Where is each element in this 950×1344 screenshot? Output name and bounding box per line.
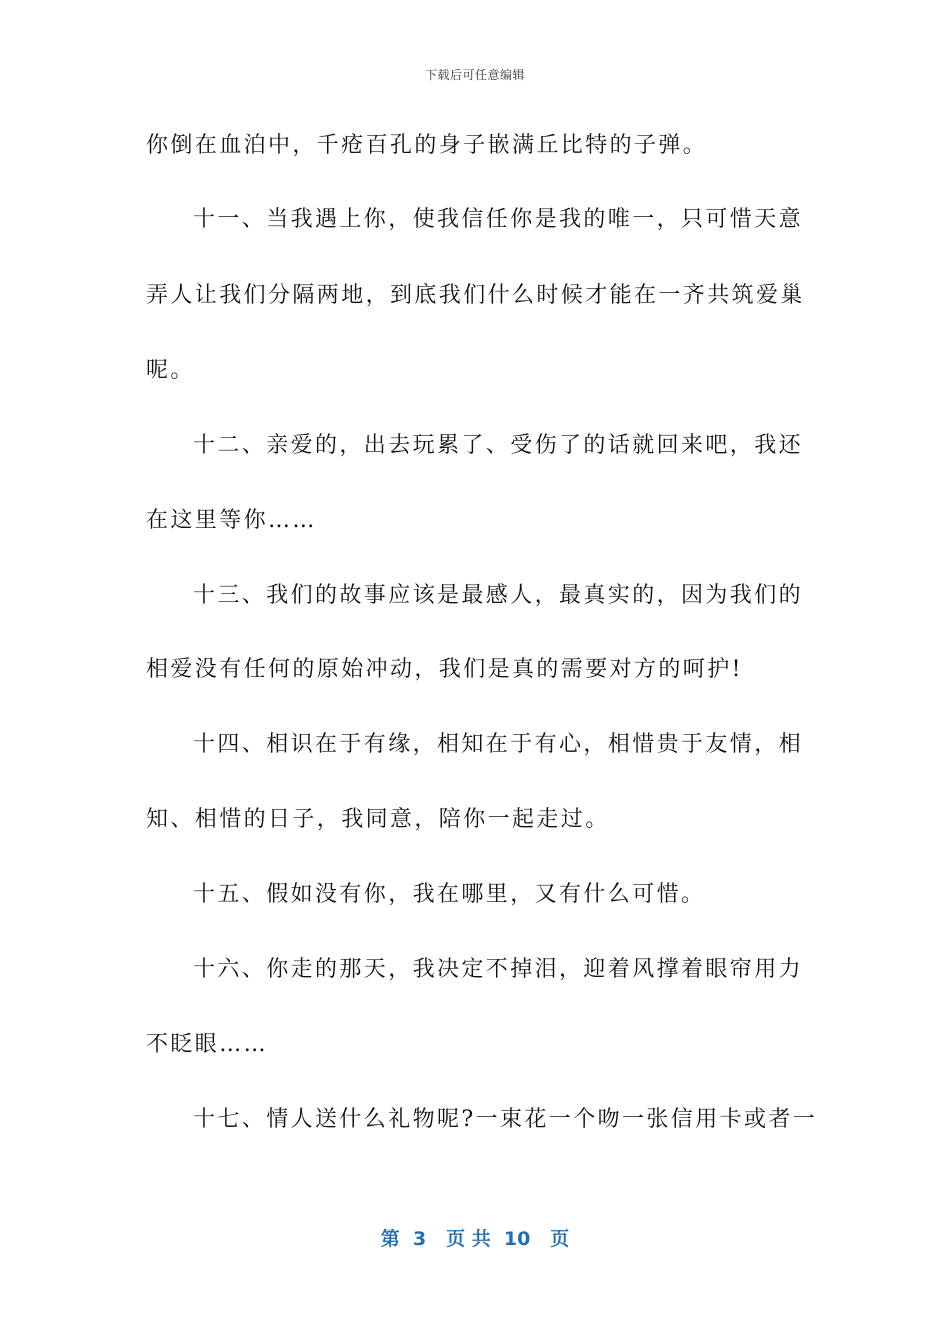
text-line: 知、相惜的日子，我同意，陪你一起走过。 [146, 807, 610, 832]
text-line: 十七、情人送什么礼物呢?一束花一个吻一张信用卡或者一 [193, 1107, 818, 1132]
text-line: 十四、相识在于有缘，相知在于有心，相惜贵于友情，相 [193, 732, 804, 757]
text-line: 弄人让我们分隔两地，到底我们什么时候才能在一齐共筑爱巢 [146, 283, 805, 308]
text-line: 不眨眼…… [146, 1032, 269, 1057]
text-line: 十二、亲爱的，出去玩累了、受伤了的话就回来吧，我还 [193, 433, 804, 458]
header-note: 下载后可任意编辑 [424, 68, 525, 82]
text-line: 十五、假如没有你，我在哪里，又有什么可惜。 [193, 882, 706, 907]
text-line: 十三、我们的故事应该是最感人，最真实的，因为我们的 [193, 583, 804, 608]
text-line: 呢。 [146, 358, 195, 383]
page-number-footer: 第 3 页 共 10 页 [380, 1228, 570, 1250]
text-line: 十一、当我遇上你，使我信任你是我的唯一，只可惜天意 [193, 207, 804, 232]
text-line: 相爱没有任何的原始冲动，我们是真的需要对方的呵护! [146, 657, 743, 682]
text-line: 你倒在血泊中，千疮百孔的身子嵌满丘比特的子弹。 [146, 133, 708, 158]
text-line: 十六、你走的那天，我决定不掉泪，迎着风撑着眼帘用力 [193, 957, 804, 982]
text-line: 在这里等你…… [146, 508, 317, 533]
